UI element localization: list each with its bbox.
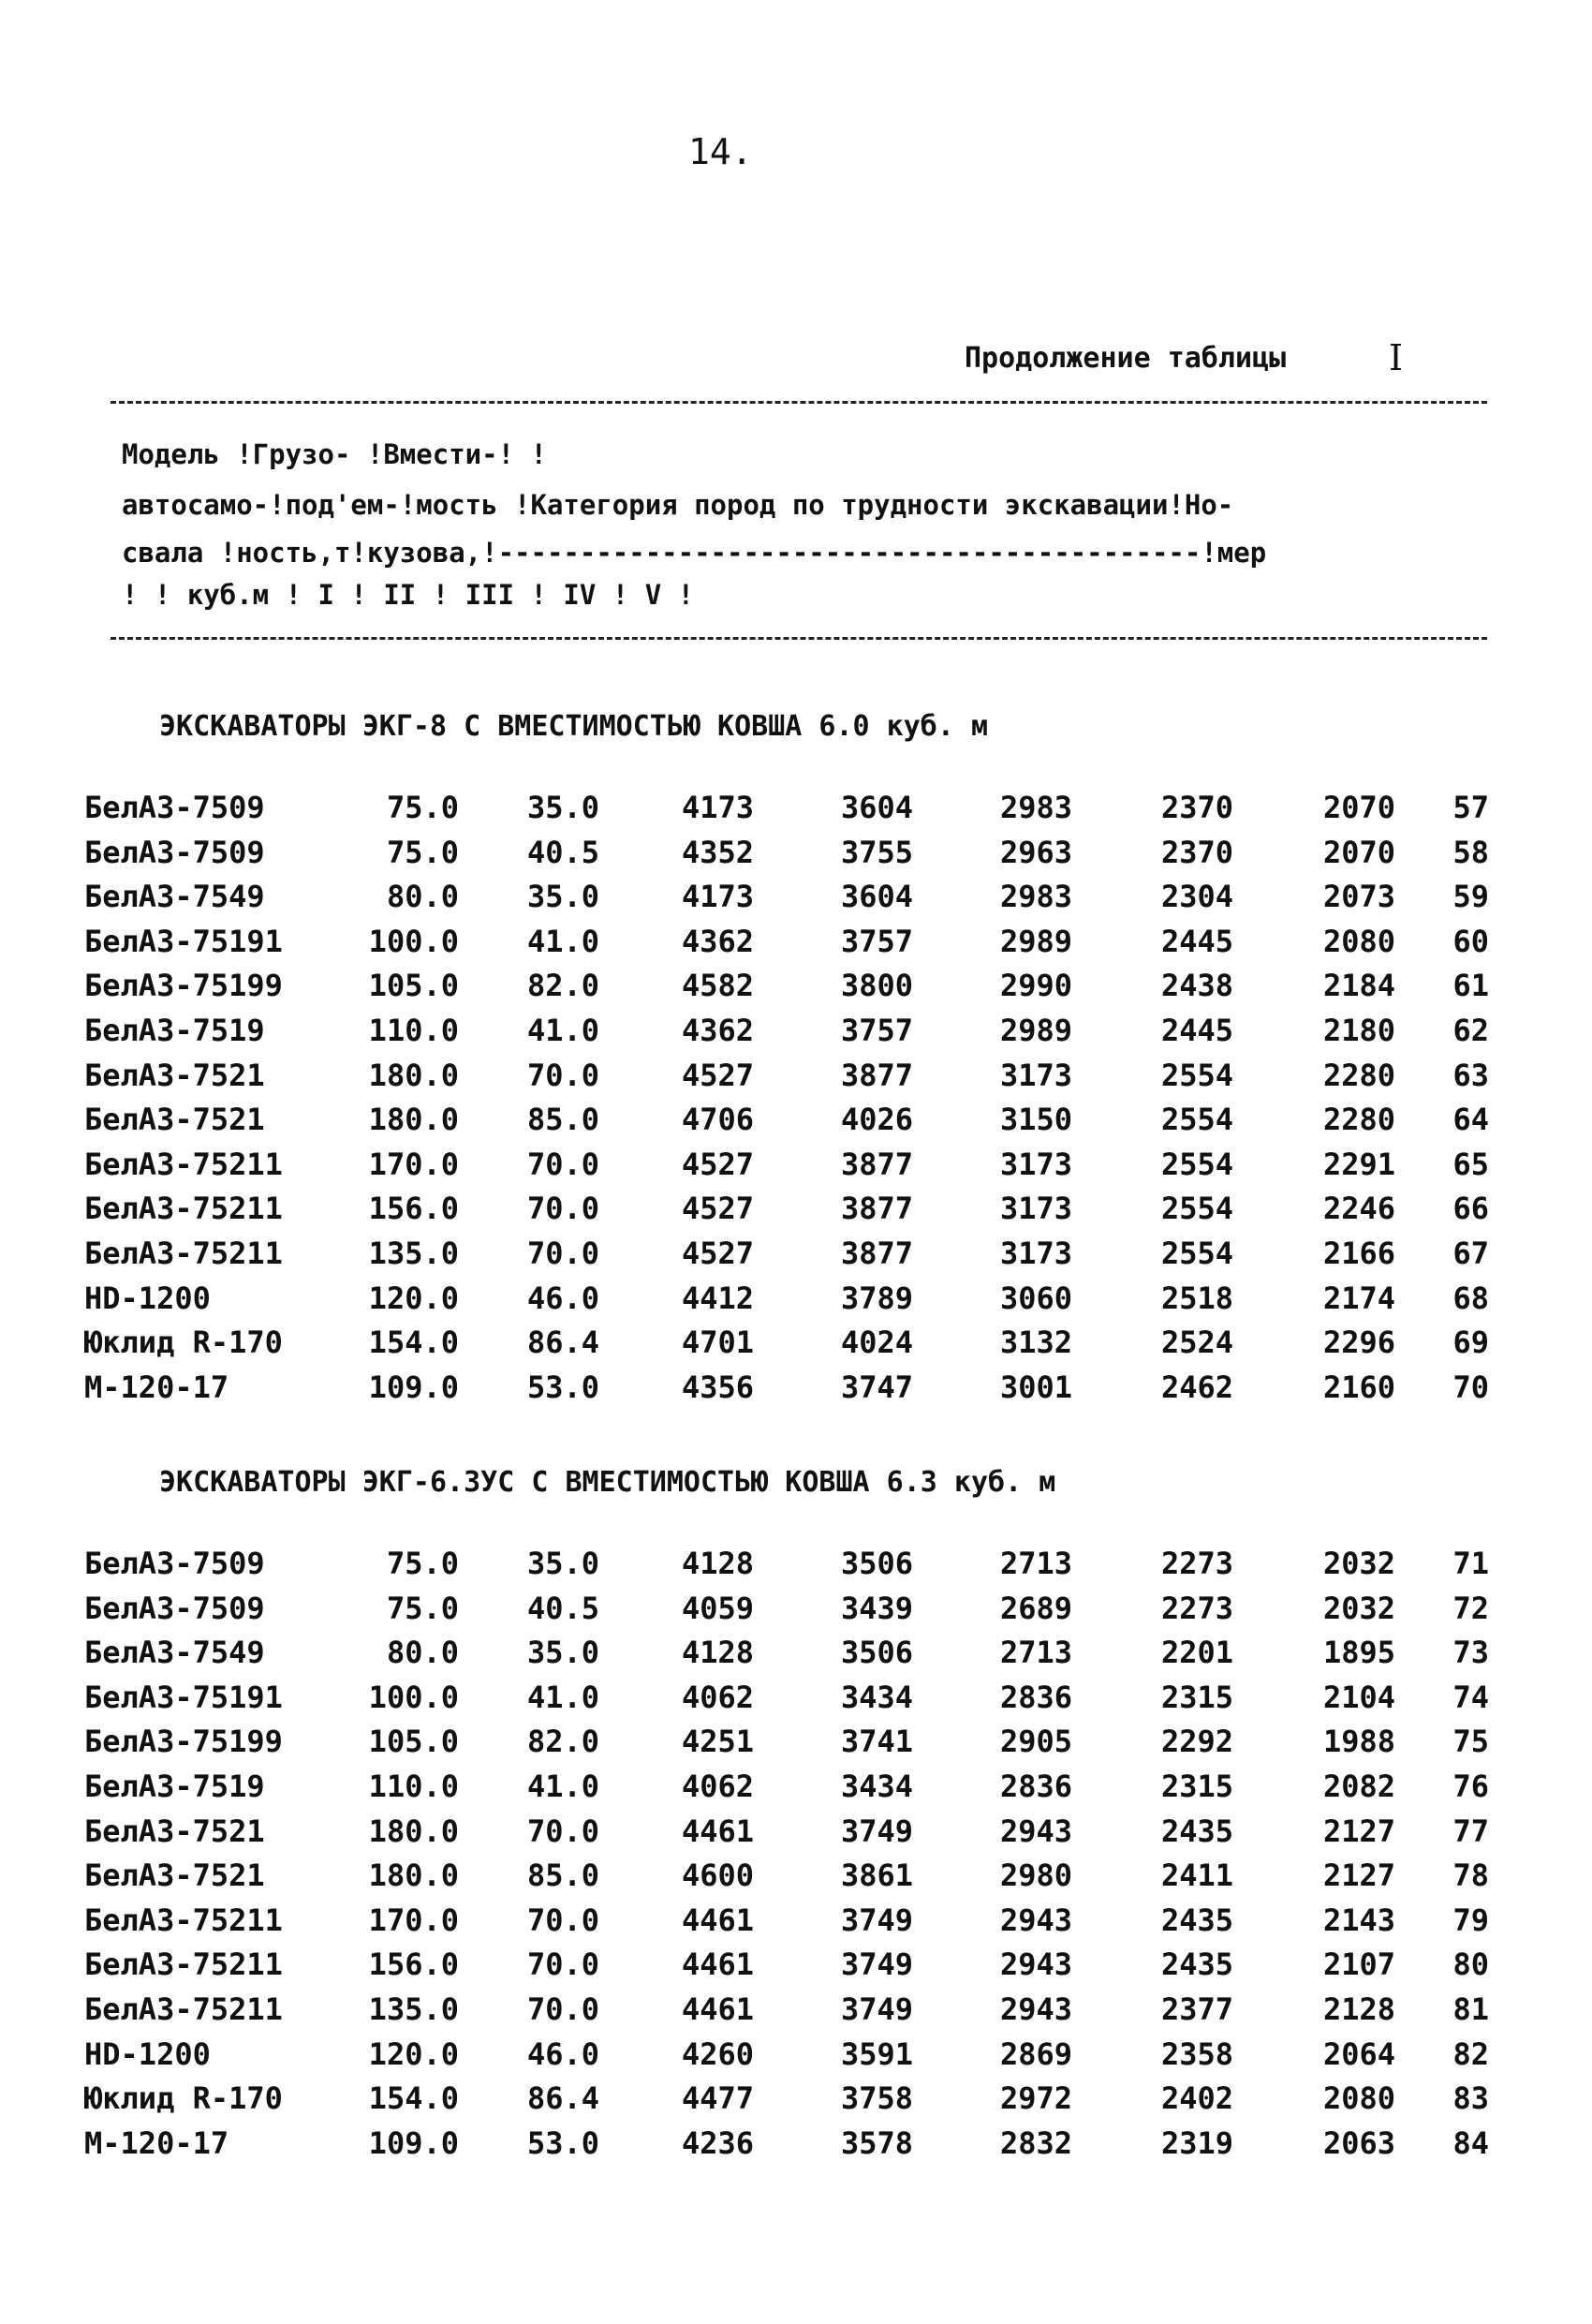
capacity-cell: 170.0 xyxy=(368,1902,459,1938)
capacity-cell: 154.0 xyxy=(368,2080,459,2117)
page-number: 14. xyxy=(688,131,753,172)
category-iv-cell: 2435 xyxy=(1160,1947,1233,1983)
table-row xyxy=(0,1680,1592,1721)
category-ii-cell: 3506 xyxy=(840,1546,913,1581)
table-row xyxy=(0,1280,1592,1322)
model-cell: БелАЗ-75191 xyxy=(84,923,283,959)
table-row xyxy=(0,1724,1592,1765)
row-number-cell: 66 xyxy=(1452,1191,1489,1227)
volume-cell: 53.0 xyxy=(526,1369,599,1405)
model-cell: БелАЗ-7521 xyxy=(84,1057,265,1093)
category-v-cell: 2127 xyxy=(1322,1813,1395,1849)
model-cell: HD-1200 xyxy=(84,2035,211,2072)
volume-cell: 41.0 xyxy=(526,1769,599,1804)
capacity-cell: 156.0 xyxy=(368,1947,459,1983)
category-iv-cell: 2554 xyxy=(1160,1057,1233,1093)
category-iii-cell: 2980 xyxy=(999,1858,1072,1894)
header-line-2: автосамо-!под'ем-!мость !Категория пород по трудности экскавации!Но- xyxy=(122,489,1234,521)
table-continuation-label: Продолжение таблицы xyxy=(965,342,1287,375)
table-row xyxy=(0,1858,1592,1899)
model-cell: БелАЗ-7519 xyxy=(84,1013,265,1048)
category-iv-cell: 2524 xyxy=(1160,1325,1233,1361)
capacity-cell: 120.0 xyxy=(368,1280,459,1316)
volume-cell: 70.0 xyxy=(526,1902,599,1938)
model-cell: БелАЗ-75191 xyxy=(84,1679,283,1715)
model-cell: БелАЗ-75211 xyxy=(84,1991,283,2027)
category-iv-cell: 2554 xyxy=(1160,1191,1233,1227)
row-number-cell: 69 xyxy=(1452,1325,1489,1361)
category-i-cell: 4461 xyxy=(681,1947,754,1983)
category-i-cell: 4059 xyxy=(681,1590,754,1626)
table-row xyxy=(0,968,1592,1009)
category-iv-cell: 2445 xyxy=(1160,923,1233,959)
category-ii-cell: 4024 xyxy=(840,1325,913,1361)
category-v-cell: 2280 xyxy=(1322,1057,1395,1093)
category-i-cell: 4062 xyxy=(681,1769,754,1804)
table-row xyxy=(0,1191,1592,1232)
category-iii-cell: 3173 xyxy=(999,1057,1072,1093)
table-row xyxy=(0,2036,1592,2078)
header-bottom-rule xyxy=(111,637,1487,640)
category-iii-cell: 2713 xyxy=(999,1546,1072,1581)
category-i-cell: 4461 xyxy=(681,1991,754,2027)
volume-cell: 35.0 xyxy=(526,1635,599,1671)
category-v-cell: 2080 xyxy=(1322,2080,1395,2117)
volume-cell: 86.4 xyxy=(526,2080,599,2117)
row-number-cell: 68 xyxy=(1452,1280,1489,1316)
category-i-cell: 4356 xyxy=(681,1369,754,1405)
category-v-cell: 2064 xyxy=(1322,2035,1395,2072)
capacity-cell: 180.0 xyxy=(368,1813,459,1849)
volume-cell: 35.0 xyxy=(526,879,599,915)
model-cell: БелАЗ-75211 xyxy=(84,1236,283,1271)
row-number-cell: 63 xyxy=(1452,1057,1489,1093)
category-ii-cell: 3747 xyxy=(840,1369,913,1405)
volume-cell: 70.0 xyxy=(526,1947,599,1983)
row-number-cell: 82 xyxy=(1452,2035,1489,2072)
category-iv-cell: 2315 xyxy=(1160,1769,1233,1804)
category-i-cell: 4477 xyxy=(681,2080,754,2117)
category-v-cell: 2291 xyxy=(1322,1146,1395,1182)
category-ii-cell: 3789 xyxy=(840,1280,913,1316)
category-iii-cell: 2832 xyxy=(999,2124,1072,2161)
table-row xyxy=(0,2080,1592,2122)
category-v-cell: 2070 xyxy=(1322,790,1395,825)
category-ii-cell: 3591 xyxy=(840,2035,913,2072)
capacity-cell: 75.0 xyxy=(386,1546,459,1581)
category-iii-cell: 2983 xyxy=(999,879,1072,915)
category-iv-cell: 2304 xyxy=(1160,879,1233,915)
capacity-cell: 75.0 xyxy=(386,1590,459,1626)
table-row xyxy=(0,1591,1592,1632)
category-iv-cell: 2370 xyxy=(1160,834,1233,870)
category-i-cell: 4173 xyxy=(681,790,754,825)
category-v-cell: 2073 xyxy=(1322,879,1395,915)
row-number-cell: 71 xyxy=(1452,1546,1489,1581)
row-number-cell: 83 xyxy=(1452,2080,1489,2117)
capacity-cell: 100.0 xyxy=(368,1679,459,1715)
category-iv-cell: 2435 xyxy=(1160,1813,1233,1849)
category-ii-cell: 3434 xyxy=(840,1679,913,1715)
row-number-cell: 62 xyxy=(1452,1013,1489,1048)
capacity-cell: 120.0 xyxy=(368,2035,459,2072)
category-i-cell: 4128 xyxy=(681,1546,754,1581)
category-iii-cell: 2989 xyxy=(999,1013,1072,1048)
model-cell: БелАЗ-75199 xyxy=(84,1724,283,1760)
category-iv-cell: 2370 xyxy=(1160,790,1233,825)
category-iv-cell: 2554 xyxy=(1160,1102,1233,1138)
category-v-cell: 1895 xyxy=(1322,1635,1395,1671)
table-row xyxy=(0,1058,1592,1099)
category-i-cell: 4461 xyxy=(681,1813,754,1849)
category-iv-cell: 2554 xyxy=(1160,1236,1233,1271)
category-ii-cell: 3758 xyxy=(840,2080,913,2117)
category-iii-cell: 3173 xyxy=(999,1236,1072,1271)
category-ii-cell: 3861 xyxy=(840,1858,913,1894)
category-i-cell: 4128 xyxy=(681,1635,754,1671)
table-row xyxy=(0,1102,1592,1143)
volume-cell: 35.0 xyxy=(526,1546,599,1581)
model-cell: БелАЗ-75211 xyxy=(84,1146,283,1182)
capacity-cell: 135.0 xyxy=(368,1236,459,1271)
header-line-4: ! ! куб.м ! I ! II ! III ! IV ! V ! xyxy=(122,579,695,611)
category-iii-cell: 3150 xyxy=(999,1102,1072,1138)
section-title: ЭКСКАВАТОРЫ ЭКГ-6.3УС С ВМЕСТИМОСТЬЮ КОВША 6.3 куб. м xyxy=(159,1466,1056,1499)
row-number-cell: 57 xyxy=(1452,790,1489,825)
volume-cell: 46.0 xyxy=(526,1280,599,1316)
category-v-cell: 2082 xyxy=(1322,1769,1395,1804)
row-number-cell: 81 xyxy=(1452,1991,1489,2027)
category-iii-cell: 3060 xyxy=(999,1280,1072,1316)
capacity-cell: 170.0 xyxy=(368,1146,459,1182)
row-number-cell: 79 xyxy=(1452,1902,1489,1938)
category-i-cell: 4362 xyxy=(681,1013,754,1048)
volume-cell: 41.0 xyxy=(526,923,599,959)
category-v-cell: 2296 xyxy=(1322,1325,1395,1361)
category-iii-cell: 3132 xyxy=(999,1325,1072,1361)
volume-cell: 70.0 xyxy=(526,1991,599,2027)
category-iv-cell: 2273 xyxy=(1160,1546,1233,1581)
model-cell: HD-1200 xyxy=(84,1280,211,1316)
volume-cell: 85.0 xyxy=(526,1102,599,1138)
model-cell: Юклид R-170 xyxy=(84,2080,283,2117)
category-ii-cell: 3877 xyxy=(840,1191,913,1227)
volume-cell: 40.5 xyxy=(526,834,599,870)
volume-cell: 53.0 xyxy=(526,2124,599,2161)
category-i-cell: 4352 xyxy=(681,834,754,870)
category-ii-cell: 3749 xyxy=(840,1813,913,1849)
table-row xyxy=(0,1013,1592,1054)
row-number-cell: 61 xyxy=(1452,968,1489,1004)
category-i-cell: 4527 xyxy=(681,1236,754,1271)
capacity-cell: 100.0 xyxy=(368,923,459,959)
volume-cell: 41.0 xyxy=(526,1679,599,1715)
capacity-cell: 109.0 xyxy=(368,1369,459,1405)
category-ii-cell: 3877 xyxy=(840,1236,913,1271)
category-v-cell: 2128 xyxy=(1322,1991,1395,2027)
model-cell: БелАЗ-75211 xyxy=(84,1902,283,1938)
volume-cell: 85.0 xyxy=(526,1858,599,1894)
header-line-3: свала !ность,т!кузова,!-------------------------------------------!мер xyxy=(122,537,1267,569)
volume-cell: 46.0 xyxy=(526,2035,599,2072)
capacity-cell: 110.0 xyxy=(368,1769,459,1804)
category-iii-cell: 2943 xyxy=(999,1947,1072,1983)
table-row xyxy=(0,1947,1592,1988)
capacity-cell: 135.0 xyxy=(368,1991,459,2027)
capacity-cell: 109.0 xyxy=(368,2124,459,2161)
capacity-cell: 80.0 xyxy=(386,879,459,915)
model-cell: БелАЗ-7521 xyxy=(84,1102,265,1138)
category-v-cell: 2032 xyxy=(1322,1590,1395,1626)
category-iv-cell: 2292 xyxy=(1160,1724,1233,1760)
category-iii-cell: 2990 xyxy=(999,968,1072,1004)
row-number-cell: 78 xyxy=(1452,1858,1489,1894)
category-iv-cell: 2462 xyxy=(1160,1369,1233,1405)
category-iii-cell: 3001 xyxy=(999,1369,1072,1405)
category-iv-cell: 2319 xyxy=(1160,2124,1233,2161)
category-iii-cell: 2869 xyxy=(999,2035,1072,2072)
capacity-cell: 110.0 xyxy=(368,1013,459,1048)
category-ii-cell: 3757 xyxy=(840,1013,913,1048)
table-row xyxy=(0,1991,1592,2033)
category-ii-cell: 3506 xyxy=(840,1635,913,1671)
row-number-cell: 59 xyxy=(1452,879,1489,915)
model-cell: БелАЗ-7549 xyxy=(84,1635,265,1671)
model-cell: БелАЗ-7519 xyxy=(84,1769,265,1804)
category-v-cell: 2180 xyxy=(1322,1013,1395,1048)
volume-cell: 70.0 xyxy=(526,1236,599,1271)
volume-cell: 40.5 xyxy=(526,1590,599,1626)
capacity-cell: 156.0 xyxy=(368,1191,459,1227)
category-ii-cell: 3434 xyxy=(840,1769,913,1804)
table-row xyxy=(0,790,1592,831)
capacity-cell: 105.0 xyxy=(368,968,459,1004)
category-iii-cell: 2943 xyxy=(999,1902,1072,1938)
category-i-cell: 4173 xyxy=(681,879,754,915)
volume-cell: 86.4 xyxy=(526,1325,599,1361)
table-row xyxy=(0,2125,1592,2167)
category-i-cell: 4600 xyxy=(681,1858,754,1894)
category-ii-cell: 3757 xyxy=(840,923,913,959)
table-row xyxy=(0,924,1592,965)
table-row xyxy=(0,835,1592,876)
row-number-cell: 75 xyxy=(1452,1724,1489,1760)
category-iv-cell: 2438 xyxy=(1160,968,1233,1004)
table-row xyxy=(0,1813,1592,1855)
category-iv-cell: 2518 xyxy=(1160,1280,1233,1316)
category-ii-cell: 3578 xyxy=(840,2124,913,2161)
table-row xyxy=(0,1546,1592,1587)
row-number-cell: 84 xyxy=(1452,2124,1489,2161)
category-v-cell: 2107 xyxy=(1322,1947,1395,1983)
table-row xyxy=(0,1902,1592,1944)
capacity-cell: 154.0 xyxy=(368,1325,459,1361)
capacity-cell: 75.0 xyxy=(386,790,459,825)
category-iv-cell: 2377 xyxy=(1160,1991,1233,2027)
category-iv-cell: 2554 xyxy=(1160,1146,1233,1182)
category-ii-cell: 3604 xyxy=(840,790,913,825)
row-number-cell: 76 xyxy=(1452,1769,1489,1804)
row-number-cell: 73 xyxy=(1452,1635,1489,1671)
volume-cell: 82.0 xyxy=(526,968,599,1004)
model-cell: БелАЗ-7521 xyxy=(84,1858,265,1894)
category-v-cell: 1988 xyxy=(1322,1724,1395,1760)
category-iii-cell: 3173 xyxy=(999,1146,1072,1182)
category-ii-cell: 3755 xyxy=(840,834,913,870)
category-iii-cell: 2983 xyxy=(999,790,1072,825)
table-row xyxy=(0,1635,1592,1676)
volume-cell: 70.0 xyxy=(526,1146,599,1182)
category-ii-cell: 3439 xyxy=(840,1590,913,1626)
category-iv-cell: 2358 xyxy=(1160,2035,1233,2072)
model-cell: М-120-17 xyxy=(84,1369,229,1405)
category-v-cell: 2063 xyxy=(1322,2124,1395,2161)
category-i-cell: 4362 xyxy=(681,923,754,959)
volume-cell: 41.0 xyxy=(526,1013,599,1048)
category-iv-cell: 2315 xyxy=(1160,1679,1233,1715)
volume-cell: 82.0 xyxy=(526,1724,599,1760)
volume-cell: 70.0 xyxy=(526,1813,599,1849)
category-iii-cell: 2836 xyxy=(999,1679,1072,1715)
category-v-cell: 2143 xyxy=(1322,1902,1395,1938)
category-i-cell: 4461 xyxy=(681,1902,754,1938)
category-v-cell: 2080 xyxy=(1322,923,1395,959)
row-number-cell: 80 xyxy=(1452,1947,1489,1983)
model-cell: БелАЗ-7521 xyxy=(84,1813,265,1849)
category-i-cell: 4582 xyxy=(681,968,754,1004)
table-row xyxy=(0,879,1592,920)
model-cell: БелАЗ-7509 xyxy=(84,834,265,870)
category-iv-cell: 2273 xyxy=(1160,1590,1233,1626)
category-ii-cell: 3749 xyxy=(840,1991,913,2027)
category-v-cell: 2246 xyxy=(1322,1191,1395,1227)
table-row xyxy=(0,1236,1592,1277)
category-i-cell: 4412 xyxy=(681,1280,754,1316)
category-ii-cell: 3877 xyxy=(840,1146,913,1182)
row-number-cell: 77 xyxy=(1452,1813,1489,1849)
row-number-cell: 64 xyxy=(1452,1102,1489,1138)
table-number: I xyxy=(1389,337,1404,378)
category-i-cell: 4527 xyxy=(681,1057,754,1093)
category-i-cell: 4527 xyxy=(681,1191,754,1227)
category-iv-cell: 2402 xyxy=(1160,2080,1233,2117)
category-iii-cell: 2689 xyxy=(999,1590,1072,1626)
table-row xyxy=(0,1769,1592,1810)
model-cell: М-120-17 xyxy=(84,2124,229,2161)
model-cell: БелАЗ-7509 xyxy=(84,1590,265,1626)
capacity-cell: 180.0 xyxy=(368,1858,459,1894)
category-v-cell: 2070 xyxy=(1322,834,1395,870)
category-iii-cell: 2943 xyxy=(999,1813,1072,1849)
category-iii-cell: 2836 xyxy=(999,1769,1072,1804)
row-number-cell: 74 xyxy=(1452,1679,1489,1715)
category-i-cell: 4706 xyxy=(681,1102,754,1138)
capacity-cell: 80.0 xyxy=(386,1635,459,1671)
section-title: ЭКСКАВАТОРЫ ЭКГ-8 С ВМЕСТИМОСТЬЮ КОВША 6.0 куб. м xyxy=(159,710,989,743)
category-iii-cell: 2972 xyxy=(999,2080,1072,2117)
capacity-cell: 105.0 xyxy=(368,1724,459,1760)
category-ii-cell: 3749 xyxy=(840,1947,913,1983)
capacity-cell: 180.0 xyxy=(368,1057,459,1093)
volume-cell: 35.0 xyxy=(526,790,599,825)
category-ii-cell: 3741 xyxy=(840,1724,913,1760)
category-iii-cell: 3173 xyxy=(999,1191,1072,1227)
row-number-cell: 72 xyxy=(1452,1590,1489,1626)
category-iv-cell: 2411 xyxy=(1160,1858,1233,1894)
category-v-cell: 2174 xyxy=(1322,1280,1395,1316)
category-iii-cell: 2905 xyxy=(999,1724,1072,1760)
category-v-cell: 2166 xyxy=(1322,1236,1395,1271)
row-number-cell: 65 xyxy=(1452,1146,1489,1182)
header-top-rule xyxy=(111,401,1487,404)
table-row xyxy=(0,1325,1592,1366)
volume-cell: 70.0 xyxy=(526,1191,599,1227)
category-v-cell: 2032 xyxy=(1322,1546,1395,1581)
model-cell: БелАЗ-7509 xyxy=(84,790,265,825)
category-v-cell: 2104 xyxy=(1322,1679,1395,1715)
category-ii-cell: 4026 xyxy=(840,1102,913,1138)
volume-cell: 70.0 xyxy=(526,1057,599,1093)
category-i-cell: 4251 xyxy=(681,1724,754,1760)
category-ii-cell: 3749 xyxy=(840,1902,913,1938)
model-cell: БелАЗ-75199 xyxy=(84,968,283,1004)
category-iii-cell: 2989 xyxy=(999,923,1072,959)
category-i-cell: 4701 xyxy=(681,1325,754,1361)
capacity-cell: 180.0 xyxy=(368,1102,459,1138)
header-line-1: Модель !Грузо- !Вмести-! ! xyxy=(122,438,547,470)
model-cell: БелАЗ-75211 xyxy=(84,1947,283,1983)
category-i-cell: 4062 xyxy=(681,1679,754,1715)
category-iv-cell: 2445 xyxy=(1160,1013,1233,1048)
table-row xyxy=(0,1147,1592,1188)
category-i-cell: 4260 xyxy=(681,2035,754,2072)
row-number-cell: 67 xyxy=(1452,1236,1489,1271)
category-v-cell: 2280 xyxy=(1322,1102,1395,1138)
category-ii-cell: 3604 xyxy=(840,879,913,915)
table-row xyxy=(0,1369,1592,1411)
category-i-cell: 4527 xyxy=(681,1146,754,1182)
category-ii-cell: 3800 xyxy=(840,968,913,1004)
capacity-cell: 75.0 xyxy=(386,834,459,870)
row-number-cell: 60 xyxy=(1452,923,1489,959)
model-cell: БелАЗ-75211 xyxy=(84,1191,283,1227)
category-iv-cell: 2435 xyxy=(1160,1902,1233,1938)
category-v-cell: 2160 xyxy=(1322,1369,1395,1405)
model-cell: БелАЗ-7509 xyxy=(84,1546,265,1581)
category-v-cell: 2184 xyxy=(1322,968,1395,1004)
category-iii-cell: 2963 xyxy=(999,834,1072,870)
category-i-cell: 4236 xyxy=(681,2124,754,2161)
category-iii-cell: 2713 xyxy=(999,1635,1072,1671)
category-ii-cell: 3877 xyxy=(840,1057,913,1093)
row-number-cell: 70 xyxy=(1452,1369,1489,1405)
category-v-cell: 2127 xyxy=(1322,1858,1395,1894)
row-number-cell: 58 xyxy=(1452,834,1489,870)
model-cell: БелАЗ-7549 xyxy=(84,879,265,915)
category-iv-cell: 2201 xyxy=(1160,1635,1233,1671)
category-iii-cell: 2943 xyxy=(999,1991,1072,2027)
model-cell: Юклид R-170 xyxy=(84,1325,283,1361)
